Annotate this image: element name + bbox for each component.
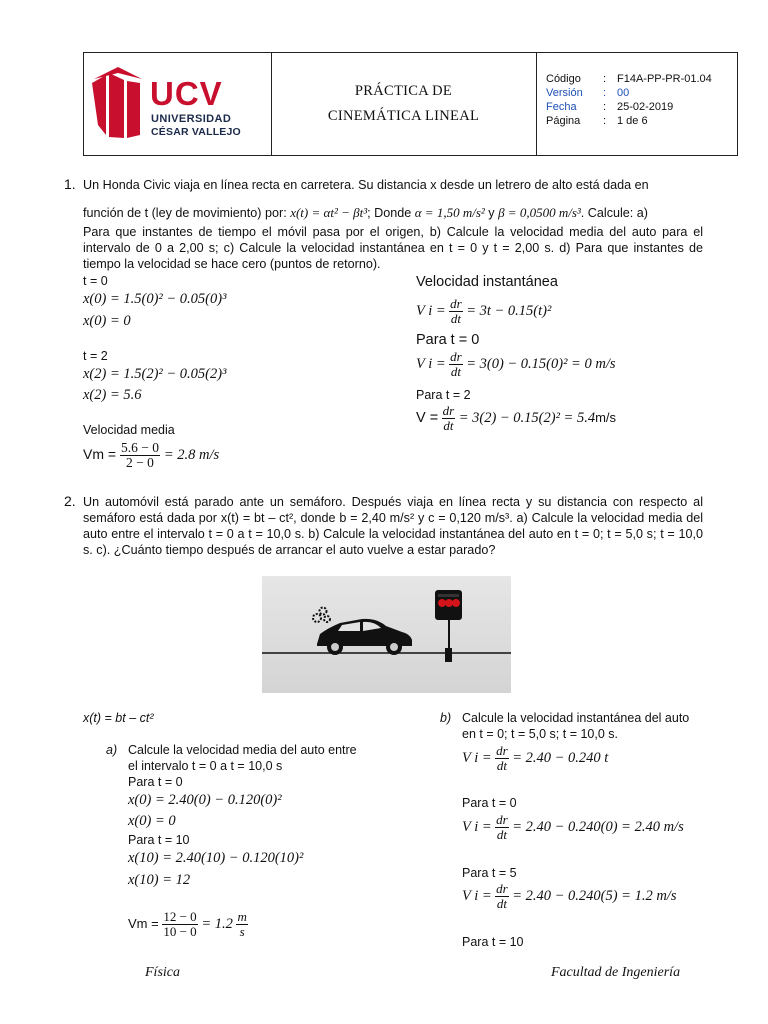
p1-vi-t0: V i = $\frac{dr}{dt}$ = 3(0) − 0.15(0)² = 0 m/s	[416, 349, 616, 379]
p2b-t0: Para t = 0	[462, 796, 517, 810]
p1-eq-x2: x(2) = 1.5(2)² − 0.05(2)³	[83, 366, 227, 382]
problem-1-statement: Para que instantes de tiempo el móvil pasa por el origen, b) Calcule la velocidad media del auto para el intervalo de 0 a 2,00 s; c) Calcule la velocidad instantánea en t = 0 y t = 2,00 s. d) Para que instantes de tiempo la velocidad se hace cero (puntos de retorno).	[83, 225, 703, 271]
alpha-value: α = 1,50 m/s²	[414, 205, 485, 220]
p2a-text1: Calcule la velocidad media del auto entre	[128, 743, 357, 757]
p1-t2-heading: Para t = 2	[416, 388, 471, 402]
title-cell	[271, 53, 537, 155]
p2b-text2: en t = 0; t = 5,0 s; t = 10,0 s.	[462, 727, 618, 741]
p2b-t10: Para t = 10	[462, 935, 524, 949]
p2b-vi-t0: V i = $\frac{dr}{dt}$ = 2.40 − 0.240(0) = 2.40 m/s	[462, 812, 684, 842]
meta-code: Código : F14A-PP-PR-01.04	[546, 73, 712, 85]
footer-left: Física	[145, 965, 180, 980]
problem-1-line2: función de t (ley de movimiento) por: x(t) = αt² − βt³; Donde α = 1,50 m/s² y β = 0,0500 m/s³. Calcule: a)	[83, 205, 648, 220]
p2a-t0: Para t = 0	[128, 775, 183, 789]
problem-1-number: 1.	[64, 176, 76, 192]
p2b-label: b)	[440, 711, 452, 725]
p2a-eq-x0: x(0) = 2.40(0) − 0.120(0)²	[128, 792, 282, 808]
p1-eq-x2-result: x(2) = 5.6	[83, 387, 142, 403]
p1-eq-x0: x(0) = 1.5(0)² − 0.05(0)³	[83, 291, 227, 307]
p2a-text2: el intervalo t = 0 a t = 10,0 s	[128, 759, 283, 773]
p1-vi-general: V i = $\frac{dr}{dt}$ = 3t − 0.15(t)²	[416, 296, 552, 326]
p1-vi-t2: V = $\frac{dr}{dt}$ = 3(2) − 0.15(2)² = 5.4m/s	[416, 403, 617, 433]
p2a-eq-x0-result: x(0) = 0	[128, 813, 176, 829]
p1-t0-heading: Para t = 0	[416, 332, 480, 348]
p2a-label: a)	[106, 743, 118, 757]
p1-t2-label: t = 2	[83, 349, 108, 363]
p2a-vm-equation: Vm = $\frac{12 - 0}{10 - 0}$ = 1.2 $\frac{m}{s}$	[128, 909, 247, 939]
title-line-2: CINEMÁTICA LINEAL	[327, 108, 480, 124]
p2a-t10: Para t = 10	[128, 833, 190, 847]
p2a-eq-x10-result: x(10) = 12	[128, 872, 191, 888]
meta-cell	[536, 53, 737, 155]
p2b-text1: Calcule la velocidad instantánea del auto	[462, 711, 690, 725]
p1-inst-velocity-heading: Velocidad instantánea	[416, 274, 558, 290]
p2b-vi-general: V i = $\frac{dr}{dt}$ = 2.40 − 0.240 t	[462, 743, 609, 773]
logo-cell	[84, 53, 272, 155]
footer-right: Facultad de Ingeniería	[551, 965, 681, 980]
meta-date: Fecha : 25-02-2019	[546, 101, 674, 113]
p1-vm-equation: Vm = $\frac{5.6 - 0}{2 - 0}$ = 2.8 m/s	[83, 440, 220, 470]
p2b-t5: Para t = 5	[462, 866, 517, 880]
p1-vm-fraction: $\frac{5.6 - 0}{2 - 0}$	[120, 440, 159, 470]
problem-1-line1: Un Honda Civic viaja en línea recta en carretera. Su distancia x desde un letrero de alto está dada en	[83, 178, 649, 192]
p2-position-function: x(t) = bt – ct²	[83, 711, 154, 725]
beta-value: β = 0,0500 m/s³	[498, 205, 581, 220]
p1-vm-label: Velocidad media	[83, 423, 175, 437]
law-of-motion: x(t) = αt² − βt³	[290, 205, 368, 220]
p2a-eq-x10: x(10) = 2.40(10) − 0.120(10)²	[128, 850, 304, 866]
meta-version: Versión : 00	[546, 87, 630, 99]
p1-t0-label: t = 0	[83, 274, 108, 288]
car-traffic-light-illustration	[262, 576, 511, 693]
problem-2-statement: Un automóvil está parado ante un semáforo. Después viaja en línea recta y su distancia con respecto al semáforo está dada por x(t) = bt – ct², donde b = 2,40 m/s² y c = 0,120 m/s³. a) Calcule la velocidad media del auto entre el intervalo t = 0 a t = 10,0 s. b) Calcule la velocidad instantánea del auto en t = 0; t = 5,0 s; t = 10,0 s. c). ¿Cuánto tiempo después de arrancar el auto vuelve a estar parado?	[83, 495, 703, 557]
p2b-vi-t5: V i = $\frac{dr}{dt}$ = 2.40 − 0.240(5) = 1.2 m/s	[462, 881, 677, 911]
title-line-1: PRÁCTICA DE	[354, 83, 453, 99]
logo-letters: UCV	[150, 75, 223, 112]
car-image	[262, 576, 511, 693]
meta-page: Página : 1 de 6	[546, 115, 648, 127]
problem-2-number: 2.	[64, 493, 76, 509]
p1-eq-x0-result: x(0) = 0	[83, 313, 131, 329]
document-header	[83, 52, 738, 156]
logo-line1: UNIVERSIDAD	[151, 113, 232, 125]
logo-line2: CÉSAR VALLEJO	[151, 126, 241, 138]
